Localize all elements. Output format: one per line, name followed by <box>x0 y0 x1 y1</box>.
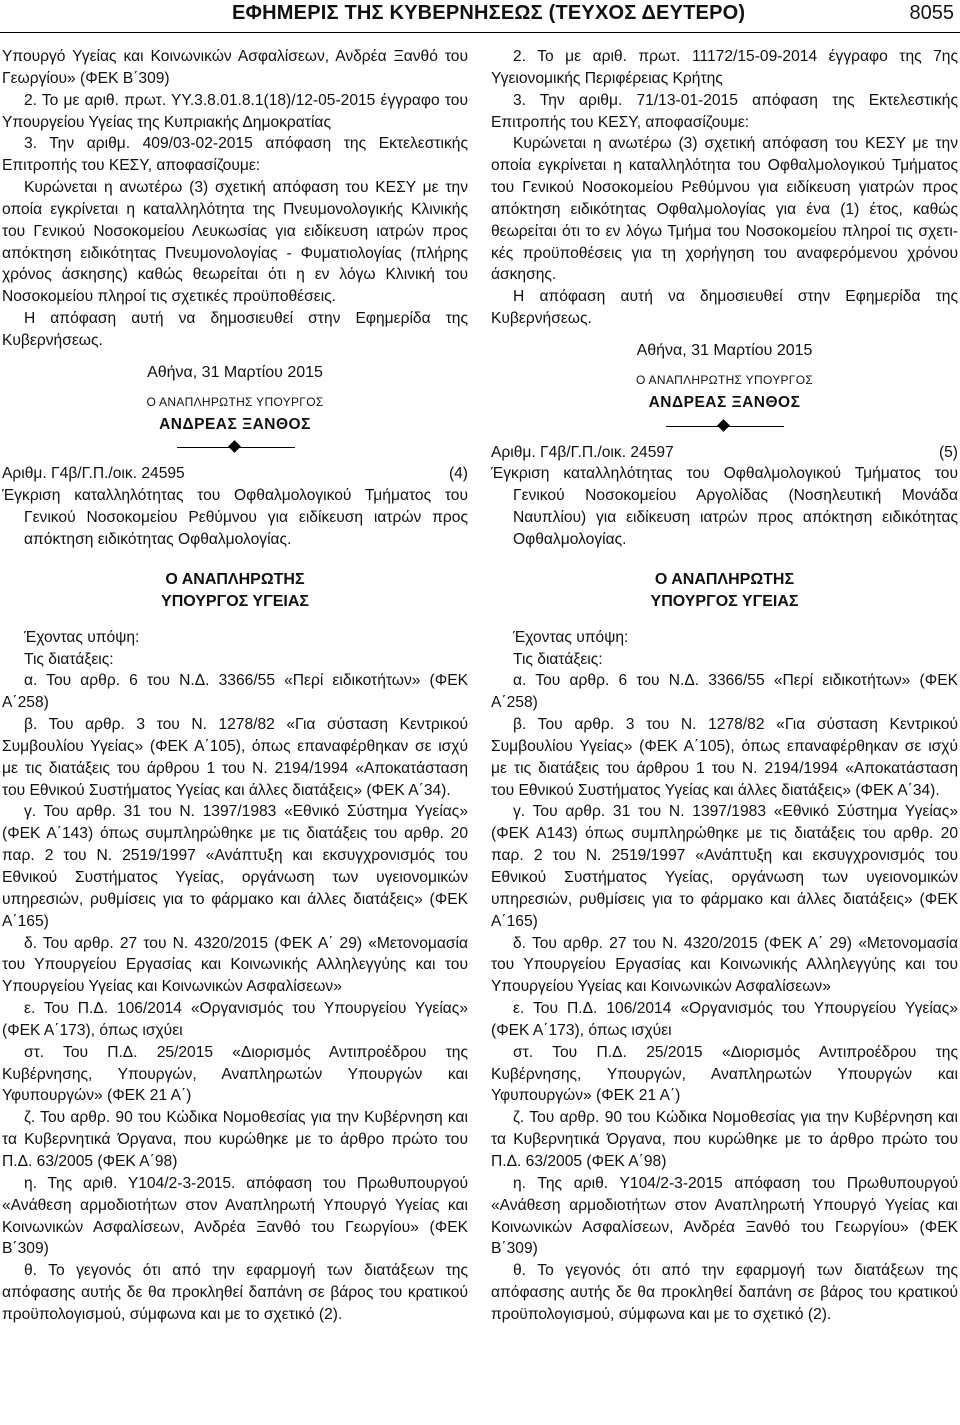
provision-e: ε. Του Π.Δ. 106/2014 «Οργανισμός του Υπουργείου Υγείας» (ΦΕΚ Α΄173), όπως ισχύει <box>491 1000 958 1039</box>
having-in-view: Έχοντας υπόψη: <box>513 628 629 646</box>
provision-b: β. Του αρθρ. 3 του Ν. 1278/82 «Για σύσταση Κεντρικού Συμβουλίου Υγείας» (ΦΕΚ Α΄105), όπως επαναφέρθηκαν σε ισχύ με τις διατάξεις του άρθρου 1 του Ν. 2194/1994 «Αποκατάσταση του Εθνικού Συστήματος Υγείας και άλλες διατάξεις» (ΦΕΚ Α΄34). <box>2 716 468 799</box>
right-column <box>491 46 958 1326</box>
gazette-title: ΕΦΗΜΕΡΙΣ ΤΗΣ ΚΥΒΕΡΝΗΣΕΩΣ (ΤΕΥΧΟΣ ΔΕΥΤΕΡΟ) <box>232 2 746 24</box>
intro-continuation: Υπουργό Υγείας και Κοινωνικών Ασφαλίσεων, Ανδρέα Ξανθό του Γεωργίου» (ΦΕΚ Β΄309) <box>2 48 468 87</box>
provision-th: θ. Το γεγονός ότι από την εφαρμογή των διατάξεων της απόφασης αυτής δε θα προκληθεί δαπάνη σε βάρος του κρατικού προϋπολογισμού, σύμφωνα και με το σχετικό (2). <box>2 1262 468 1323</box>
page-header <box>0 0 960 33</box>
provision-e: ε. Του Π.Δ. 106/2014 «Οργανισμός του Υπουργείου Υγείας» (ΦΕΚ Α΄173), όπως ισχύει <box>2 1000 468 1039</box>
decision-header <box>2 463 468 485</box>
reference-item-2: 2. Το με αριθ. πρωτ. 11172/15-09-2014 έγγραφο της 7ης Υγειονομικής Περιφέρειας Κρήτης <box>491 48 958 87</box>
publication-order: Η απόφαση αυτή να δημοσιευθεί στην Εφημερίδα της Κυβερνήσεως. <box>491 288 958 328</box>
provision-st: στ. Του Π.Δ. 25/2015 «Διορισμός Αντιπροέδρου της Κυβέρνησης, Υπουργών, Αναπληρωτών Υπουργών και Υφυπουργών» (ΦΕΚ 21 Α΄) <box>491 1043 958 1105</box>
signatory-title: Ο ΑΝΑΠΛΗΡΩΤΗΣ ΥΠΟΥΡΓΟΣ <box>146 394 324 409</box>
decision-reference: Αριθμ. Γ4β/Γ.Π./οικ. 24595 <box>2 465 185 483</box>
section-divider <box>491 416 958 438</box>
place-date: Αθήνα, 31 Μαρτίου 2015 <box>636 341 813 359</box>
signatory-name: ΑΝΔΡΕΑΣ ΞΑΝΘΟΣ <box>159 415 311 433</box>
reference-item-3: 3. Την αριθμ. 409/03-02-2015 απόφαση της Εκτελεστικής Επιτροπής του ΚΕΣΥ, αποφασίζουμε: <box>2 135 468 175</box>
left-column <box>2 46 468 1326</box>
provisions-label: Τις διατάξεις: <box>24 650 114 668</box>
provision-a: α. Του αρθρ. 6 του Ν.Δ. 3366/55 «Περί ειδικοτήτων» (ΦΕΚ Α΄258) <box>2 672 468 712</box>
decision-number: (4) <box>448 465 468 483</box>
minister-heading <box>491 569 958 613</box>
provision-h: η. Της αριθ. Υ104/2-3-2015 απόφαση του Πρωθυπουργού «Ανάθεση αρμοδιοτήτων στον Αναπληρωτή Υπουργό Υγείας και Κοινωνικών Ασφαλίσεων, Ανδρέα Ξανθό του Γεωργίου» (ΦΕΚ Β΄309) <box>491 1174 958 1258</box>
provision-d: δ. Του αρθρ. 27 του Ν. 4320/2015 (ΦΕΚ Α΄ 29) «Μετονομασία του Υπουργείου Εργασίας και Κοινωνικής Αλληλεγγύης και του Υπουργείου Υγείας και Κοινωνικών Ασφαλίσεων» <box>2 934 468 996</box>
place-date: Αθήνα, 31 Μαρτίου 2015 <box>147 363 323 381</box>
decision-header <box>491 442 958 464</box>
decision-number: (5) <box>938 443 958 461</box>
minister-heading-line2: ΥΠΟΥΡΓΟΣ ΥΓΕΙΑΣ <box>161 592 309 610</box>
minister-heading-line1: Ο ΑΝΑΠΛΗΡΩΤΗΣ <box>654 570 795 588</box>
decision-reference: Αριθμ. Γ4β/Γ.Π./οικ. 24597 <box>491 443 674 461</box>
provision-z: ζ. Του αρθρ. 90 του Κώδικα Νομοθεσίας για την Κυβέρνηση και τα Κυβερνητικά Όργανα, που κυρώθηκε με το άρθρο πρώτο του Π.Δ. 63/2005 (ΦΕΚ Α΄98) <box>2 1109 468 1170</box>
provision-st: στ. Του Π.Δ. 25/2015 «Διορισμός Αντιπροέδρου της Κυβέρνησης, Υπουργών, Αναπληρωτών Υπουργών και Υφυπουργών» (ΦΕΚ 21 Α΄) <box>2 1043 468 1105</box>
section-divider <box>2 437 468 459</box>
minister-heading-line2: ΥΠΟΥΡΓΟΣ ΥΓΕΙΑΣ <box>650 592 799 610</box>
provision-z: ζ. Του αρθρ. 90 του Κώδικα Νομοθεσίας για την Κυβέρνηση και τα Κυβερνητικά Όργανα, που κυρώθηκε με το άρθρο πρώτο του Π.Δ. 63/2005 (ΦΕΚ Α΄98) <box>491 1109 958 1170</box>
minister-heading-line1: Ο ΑΝΑΠΛΗΡΩΤΗΣ <box>165 570 305 588</box>
minister-heading <box>2 569 468 613</box>
having-in-view: Έχοντας υπόψη: <box>24 628 140 646</box>
provision-d: δ. Του αρθρ. 27 του Ν. 4320/2015 (ΦΕΚ Α΄ 29) «Μετονομασία του Υπουργείου Εργασίας και Κοινωνικής Αλληλεγγύης και του Υπουργείου Υγείας και Κοινωνικών Ασφαλίσεων» <box>491 934 958 996</box>
decision-text: Κυρώνεται η ανωτέρω (3) σχετική απόφαση του ΚΕΣΥ με την οποία εγκρίνεται η καταλληλότητα της Πνευμονολογικής Κλινικής του Γενικού Νοσοκομείου Λευκωσίας για ειδίκευση ιατρών προς απόκτηση ειδικότητας Πνευμονολογίας - Φυματιολογίας (πλήρης χρόνος άσκησης) καθώς θεωρείται ότι η εν λόγω Κλινική του Νοσοκομείου πληροί τις σχετικές προϋποθέσεις. <box>2 179 468 306</box>
signatory-title: Ο ΑΝΑΠΛΗΡΩΤΗΣ ΥΠΟΥΡΓΟΣ <box>635 372 814 387</box>
publication-order: Η απόφαση αυτή να δημοσιευθεί στην Εφημερίδα της Κυβερνήσεως. <box>2 310 468 349</box>
reference-item-2: 2. Το με αριθ. πρωτ. ΥΥ.3.8.01.8.1(18)/12-05-2015 έγγραφο του Υπουργείου Υγείας της Κυπριακής Δημοκρατίας <box>2 91 468 131</box>
provision-b: β. Του αρθρ. 3 του Ν. 1278/82 «Για σύσταση Κεντρικού Συμβουλίου Υγείας» (ΦΕΚ Α΄105), όπως επαναφέρθηκαν σε ισχύ με τις διατάξεις του άρθρου 1 του Ν. 2194/1994 «Αποκατάσταση του Εθνικού Συστήματος Υγείας και άλλες διατάξεις» (ΦΕΚ Α΄34). <box>491 716 958 799</box>
decision-text: Κυρώνεται η ανωτέρω (3) σχετική απόφαση του ΚΕΣΥ με την οποία εγκρίνεται η καταλληλότητα του Οφθαλμολογικού Τμήματος του Γενικού Νοσοκομείου Ρεθύμνου για ειδίκευση γιατρών προς απόκτηση ειδικότητας Οφθαλμολογίας για ένα (1) έτος, καθώς θεωρείται ότι το εν λόγω Τμήμα του Νοσοκομείου πληροί τις σχετικές προϋποθέσεις για τη χορήγηση του αναφερόμενου χρόνου άσκησης. <box>491 135 958 284</box>
page-number: 8055 <box>909 2 954 24</box>
provision-g: γ. Του αρθρ. 31 του Ν. 1397/1983 «Εθνικό Σύστημα Υγείας» (ΦΕΚ Α143) όπως συμπληρώθηκε με τις διατάξεις του αρθρ. 20 παρ. 2 του Ν. 2519/1997 «Ανάπτυξη και εκσυγχρονισμός του Εθνικού Συστήματος Υγείας, οργάνωση των υγειονομικών υπηρεσιών, ρυθμίσεις για το φάρμακο και άλλες διατάξεις» (ΦΕΚ Α΄165) <box>491 803 958 930</box>
decision-title: Έγκριση καταλληλότητας του Οφθαλμολογικού Τμήματος του Γενικού Νοσοκομείου Ρεθύμνου για ειδίκευση ιατρών προς απόκτηση ειδικότητας Οφθαλμολογίας. <box>2 487 468 548</box>
provision-th: θ. Το γεγονός ότι από την εφαρμογή των διατάξεων της απόφασης αυτής δε θα προκληθεί δαπάνη σε βάρος του κρατικού προϋπολογισμού, σύμφωνα και με το σχετικό (2). <box>491 1262 958 1323</box>
diamond-icon <box>228 440 241 453</box>
provision-h: η. Της αριθ. Υ104/2-3-2015. απόφαση του Πρωθυπουργού «Ανάθεση αρμοδιοτήτων στον Αναπληρωτή Υπουργό Υγείας και Κοινωνικών Ασφαλίσεων, Ανδρέα Ξανθό του Γεωργίου» (ΦΕΚ Β΄309) <box>2 1174 468 1258</box>
signatory-name: ΑΝΔΡΕΑΣ ΞΑΝΘΟΣ <box>648 393 801 411</box>
diamond-icon <box>717 419 730 432</box>
provisions-label: Τις διατάξεις: <box>513 650 603 668</box>
decision-title: Έγκριση καταλληλότητας του Οφθαλμολογικού Τμήματος του Γενικού Νοσοκομείου Αργολίδας (Νοσηλευτική Μονάδα Ναυπλίου) για ειδίκευση ιατρών προς απόκτηση ειδικότητας Οφθαλμολογίας. <box>491 465 958 548</box>
reference-item-3: 3. Την αριθμ. 71/13-01-2015 απόφαση της Εκτελεστικής Επιτροπής του ΚΕΣΥ, αποφασίζουμε: <box>491 91 958 131</box>
provision-a: α. Του αρθρ. 6 του Ν.Δ. 3366/55 «Περί ειδικοτήτων» (ΦΕΚ Α΄258) <box>491 672 958 712</box>
provision-g: γ. Του αρθρ. 31 του Ν. 1397/1983 «Εθνικό Σύστημα Υγείας» (ΦΕΚ Α΄143) όπως συμπληρώθηκε με τις διατάξεις του αρθρ. 20 παρ. 2 του Ν. 2519/1997 «Ανάπτυξη και εκσυγχρονισμός του Εθνικού Συστήματος Υγείας, οργάνωση των υγειονομικών υπηρεσιών, ρυθμίσεις για το φάρμακο και άλλες διατάξεις» (ΦΕΚ Α΄165) <box>2 803 468 930</box>
